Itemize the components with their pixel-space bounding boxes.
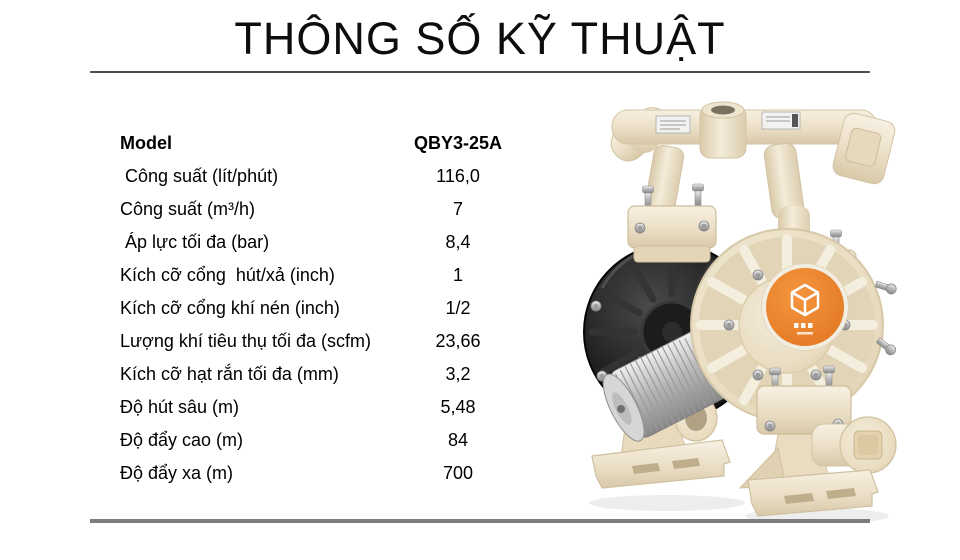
spec-label: Độ hút sâu (m) — [120, 397, 240, 417]
air-inlet-port — [700, 102, 746, 158]
spec-label: Model — [120, 133, 172, 153]
table-row — [120, 193, 535, 226]
spec-value: 84 — [447, 430, 469, 450]
spec-value: 8,4 — [445, 232, 471, 252]
spec-label: Công suất (lít/phút) — [120, 166, 279, 186]
spec-value: 5,48 — [440, 397, 476, 417]
table-row — [120, 325, 535, 358]
spec-table — [120, 127, 535, 490]
brand-badge — [762, 264, 848, 350]
flange-clamp-left — [628, 144, 716, 262]
table-header-row — [120, 127, 535, 160]
spec-value: 116,0 — [436, 166, 480, 186]
spec-label: Kích cỡ hạt rắn tối đa (mm) — [120, 364, 339, 384]
table-row — [120, 292, 535, 325]
table-row — [120, 391, 535, 424]
pump-foot-left — [592, 440, 730, 488]
spec-value: 3,2 — [445, 364, 471, 384]
product-photo — [572, 88, 952, 523]
spec-label: Áp lực tối đa (bar) — [120, 232, 270, 252]
spec-label: Công suất (m³/h) — [120, 199, 256, 219]
spec-value: 7 — [452, 199, 463, 219]
spec-label: Lượng khí tiêu thụ tối đa (scfm) — [120, 331, 371, 351]
bottom-divider — [90, 519, 870, 523]
pump-image — [572, 88, 952, 523]
label-sticker — [656, 116, 690, 133]
spec-value: 1 — [452, 265, 463, 285]
page-title: THÔNG SỐ KỸ THUẬT — [234, 13, 726, 64]
table-row — [120, 259, 535, 292]
table-row — [120, 424, 535, 457]
table-row — [120, 358, 535, 391]
spec-label: Độ đẩy cao (m) — [120, 430, 244, 450]
title-divider — [90, 71, 870, 73]
spec-label: Độ đẩy xa (m) — [120, 463, 234, 483]
spec-label: Kích cỡ cổng hút/xả (inch) — [120, 265, 335, 285]
table-row — [120, 160, 535, 193]
spec-value: QBY3-25A — [413, 133, 503, 153]
spec-label: Kích cỡ cổng khí nén (inch) — [120, 298, 340, 318]
table-row — [120, 226, 535, 259]
spec-value: 23,66 — [435, 331, 481, 351]
spec-value: 700 — [442, 463, 474, 483]
label-sticker — [762, 112, 800, 129]
pump-manifold — [605, 101, 897, 186]
table-row — [120, 457, 535, 490]
spec-value: 1/2 — [445, 298, 471, 318]
